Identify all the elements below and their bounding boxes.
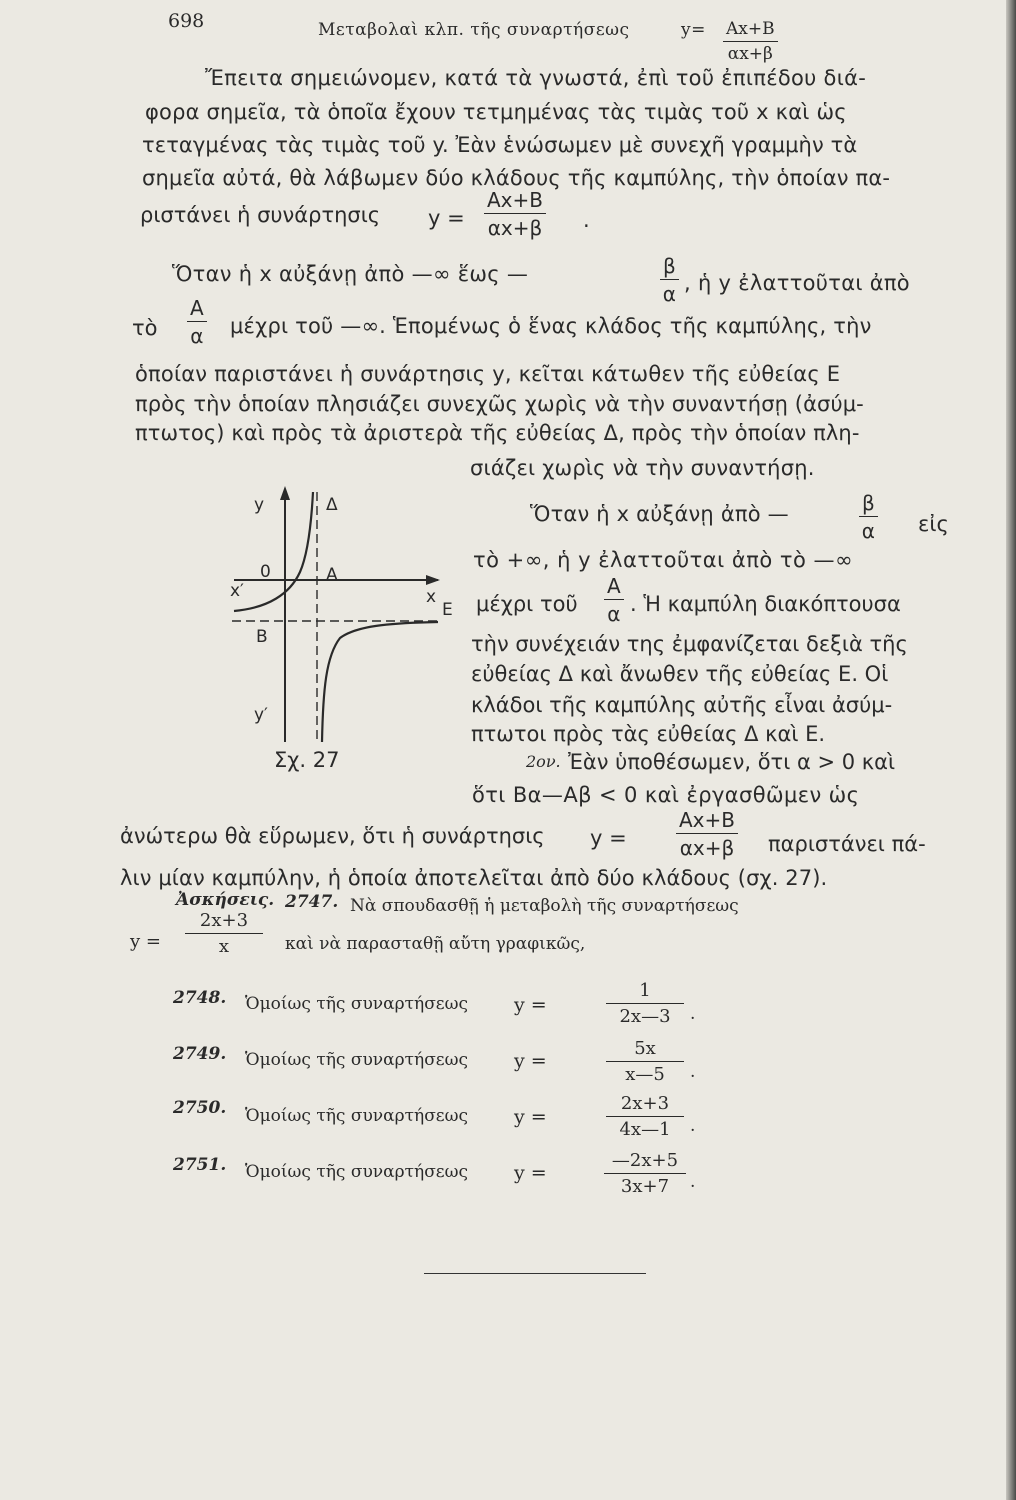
formula-fraction — [484, 190, 546, 238]
text-line: τὸ +∞, ἡ y ἐλαττοῦται ἀπὸ τὸ —∞ — [473, 548, 854, 572]
fraction-num: A — [604, 576, 624, 600]
text-line: πρὸς τὴν ὁποίαν πλησιάζει συνεχῶς χωρὶς νὰ τὴν συναντήσῃ (ἀσύμ- — [135, 392, 864, 416]
formula-end: . — [690, 1172, 696, 1192]
label-b: B — [256, 627, 268, 647]
label-e: E — [442, 600, 453, 620]
fraction-beta-alpha — [660, 256, 679, 304]
text-line: μέχρι τοῦ — [476, 592, 578, 616]
figure-caption: Σχ. 27 — [274, 748, 340, 772]
text-line: Ὅταν ἡ x αὐξάνῃ ἀπὸ — — [530, 502, 789, 526]
hyperbola-right-branch — [322, 622, 438, 742]
fraction-num: Ax+B — [484, 190, 546, 214]
fraction-num: A — [187, 298, 207, 322]
text-line: τεταγμένας τὰς τιμὰς τοῦ y. Ἐὰν ἑνώσωμεν μὲ συνεχῆ γραμμὴν τὰ — [142, 133, 858, 157]
text-line: Ὅταν ἡ x αὐξάνῃ ἀπὸ —∞ ἕως — — [172, 262, 529, 286]
fraction-den: x—5 — [625, 1064, 665, 1085]
axis-label-x: x — [426, 587, 437, 607]
exercise-text: Νὰ σπουδασθῇ ἡ μεταβολὴ τῆς συναρτήσεως — [350, 896, 739, 916]
formula-end: · — [583, 214, 590, 238]
formula-lhs: y = — [514, 994, 547, 1016]
fraction-den: α — [861, 519, 875, 543]
label-origin: 0 — [260, 562, 271, 582]
formula-lhs: y = — [514, 1106, 547, 1128]
figure-27-graph — [228, 480, 468, 752]
formula-lhs: y = — [514, 1162, 547, 1184]
text-line: ἀνώτερω θὰ εὕρωμεν, ὅτι ἡ συνάρτησις — [120, 824, 545, 848]
exercise-number: 2748. — [173, 988, 227, 1008]
text-line: ριστάνει ἡ συνάρτησις — [140, 203, 381, 227]
text-line: ὅτι Bα—Aβ < 0 καὶ ἐργασθῶμεν ὡς — [472, 783, 860, 807]
fraction-num: 2x+3 — [606, 1095, 684, 1117]
fraction-den: α — [190, 324, 204, 348]
header-fraction-num: Ax+B — [723, 21, 778, 42]
formula-fraction — [606, 982, 684, 1026]
label-delta: Δ — [326, 495, 338, 515]
exercises-lead: Ἀσκήσεις. — [176, 890, 275, 910]
text-line: τὴν συνέχειάν της ἐμφανίζεται δεξιὰ τῆς — [471, 632, 908, 656]
fraction-num: 2x+3 — [185, 912, 263, 934]
end-rule — [424, 1273, 646, 1274]
formula-lhs: y = — [130, 931, 161, 952]
fraction-den: 4x—1 — [619, 1119, 671, 1140]
formula-end: . — [690, 1062, 696, 1082]
formula-fraction — [606, 1095, 684, 1139]
exercise-number: 2747. — [285, 892, 339, 912]
axis-label-y: y — [254, 495, 265, 515]
text-line: , ἡ y ἐλαττοῦται ἀπὸ — [684, 271, 910, 295]
hyperbola-left-branch — [234, 492, 313, 611]
fraction-beta-alpha — [859, 493, 878, 541]
fraction-den: α — [607, 602, 621, 626]
exercise-text: Ὁμοίως τῆς συναρτήσεως — [245, 994, 468, 1014]
formula-fraction — [676, 810, 738, 858]
text-line: κλάδοι τῆς καμπύλης αὐτῆς εἶναι ἀσύμ- — [471, 693, 893, 717]
fraction-num: 1 — [606, 982, 684, 1004]
text-line: σημεῖα αὐτά, θὰ λάβωμεν δύο κλάδους τῆς καμπύλης, τὴν ὁποίαν πα- — [142, 166, 891, 190]
formula-fraction — [604, 1152, 686, 1196]
text-line: ὁποίαν παριστάνει ἡ συνάρτησις y, κεῖται κάτωθεν τῆς εὐθείας E — [135, 362, 841, 386]
text-line: φορα σημεῖα, τὰ ὁποῖα ἔχουν τετμημένας τὰς τιμὰς τοῦ x καὶ ὡς — [145, 100, 847, 124]
fraction-den: α — [662, 282, 676, 306]
exercise-number: 2751. — [173, 1155, 227, 1175]
label-a: A — [326, 565, 338, 585]
text-line: τὸ — [132, 316, 158, 340]
text-line: πτωτοι πρὸς τὰς εὐθείας Δ καὶ E. — [471, 722, 826, 746]
fraction-num: β — [660, 256, 679, 280]
fraction-a-alpha — [604, 576, 624, 624]
section-lead: 2ον. — [526, 752, 561, 771]
text-line: Ἐὰν ὑποθέσωμεν, ὅτι α > 0 καὶ — [568, 750, 896, 774]
page-edge-shadow — [1006, 0, 1016, 1500]
text-line: παριστάνει πά- — [768, 832, 926, 856]
formula-end: . — [690, 1004, 696, 1024]
formula-fraction — [185, 912, 263, 956]
exercise-number: 2750. — [173, 1098, 227, 1118]
formula-lhs: y = — [428, 206, 465, 230]
text-line: εἰς — [918, 512, 949, 536]
exercise-text: Ὁμοίως τῆς συναρτήσεως — [245, 1106, 468, 1126]
header-fraction-den: αx+β — [727, 44, 773, 64]
exercise-text: καὶ νὰ παρασταθῇ αὔτη γραφικῶς, — [285, 934, 586, 954]
text-line: Ἔπειτα σημειώνομεν, κατά τὰ γνωστά, ἐπὶ τοῦ ἐπιπέδου διά- — [205, 66, 867, 90]
fraction-a-alpha — [187, 298, 207, 346]
axis-label-x-prime: x′ — [230, 581, 244, 601]
fraction-num: 5x — [606, 1040, 684, 1062]
text-line: σιάζει χωρὶς νὰ τὴν συναντήσῃ. — [470, 456, 815, 480]
fraction-num: β — [859, 493, 878, 517]
header-lhs: y= — [681, 20, 706, 40]
text-line: πτωτος) καὶ πρὸς τὰ ἀριστερὰ τῆς εὐθείας Δ, πρὸς τὴν ὁποίαν πλη- — [135, 421, 860, 445]
exercise-text: Ὁμοίως τῆς συναρτήσεως — [245, 1050, 468, 1070]
formula-lhs: y = — [590, 826, 627, 850]
text-line: μέχρι τοῦ —∞. Ἑπομένως ὁ ἕνας κλάδος τῆς καμπύλης, τὴν — [230, 314, 872, 338]
formula-lhs: y = — [514, 1050, 547, 1072]
fraction-den: x — [218, 936, 230, 957]
y-axis-arrow — [280, 486, 290, 500]
page-header-title: Μεταβολαὶ κλπ. τῆς συναρτήσεως — [318, 20, 630, 40]
fraction-num: —2x+5 — [604, 1152, 686, 1174]
exercise-text: Ὁμοίως τῆς συναρτήσεως — [245, 1162, 468, 1182]
text-line: λιν μίαν καμπύλην, ἡ ὁποία ἀποτελεῖται ἀπὸ δύο κλάδους (σχ. 27). — [120, 866, 828, 890]
x-axis-arrow — [426, 575, 440, 585]
text-line: εὐθείας Δ καὶ ἄνωθεν τῆς εὐθείας E. Οἱ — [471, 662, 889, 686]
axis-label-y-prime: y′ — [254, 705, 268, 725]
exercise-number: 2749. — [173, 1044, 227, 1064]
formula-fraction — [606, 1040, 684, 1084]
fraction-den: 3x+7 — [620, 1176, 670, 1197]
text-line: . Ἡ καμπύλη διακόπτουσα — [630, 592, 901, 616]
formula-end: . — [690, 1116, 696, 1136]
fraction-den: 2x—3 — [619, 1006, 671, 1027]
fraction-den: αx+β — [487, 216, 543, 240]
header-fraction — [723, 21, 778, 63]
fraction-num: Ax+B — [676, 810, 738, 834]
page-number: 698 — [168, 10, 205, 32]
fraction-den: αx+β — [679, 836, 735, 860]
